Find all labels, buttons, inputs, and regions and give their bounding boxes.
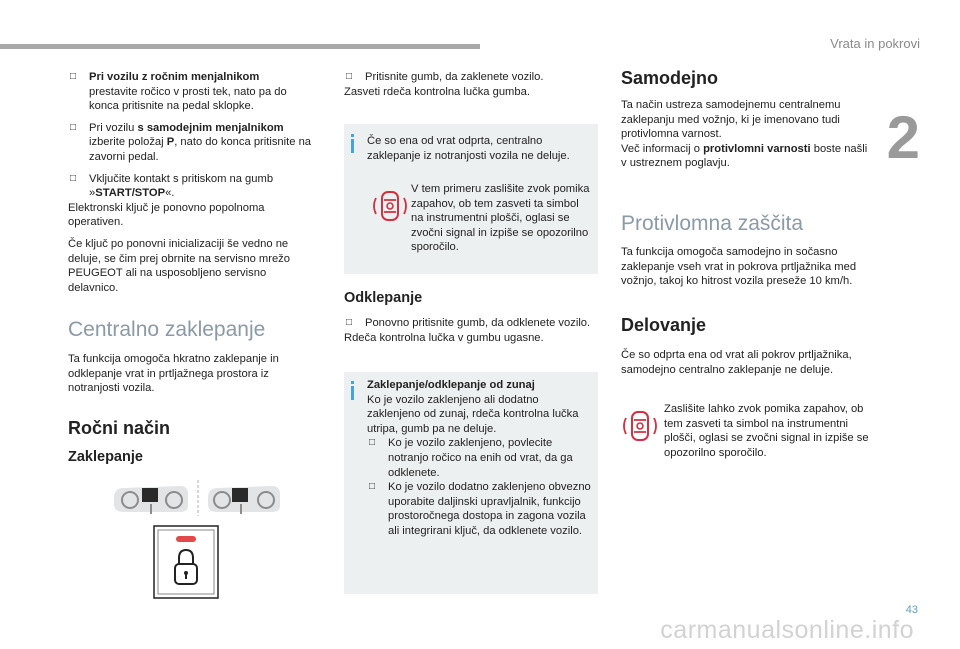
square-bullet-icon: □: [70, 172, 77, 184]
info-title: Zaklepanje/odklepanje od zunaj: [367, 379, 535, 391]
top-bar-decoration: [0, 44, 480, 49]
heading-automatic: Samodejno: [621, 68, 719, 88]
unlocking-block: [344, 316, 598, 352]
chapter-number: 2: [886, 104, 920, 171]
page-number: 43: [905, 604, 918, 616]
bullet-item: □ Pri vozilu s samodejnim menjalnikom izberite položaj P, nato do konca pritisnite na zavorni pedal.: [70, 121, 312, 163]
lock-button-illustration: [112, 478, 284, 600]
info-text: Ko je vozilo zaklenjeno ali dodatno zaklenjeno od zunaj, rdeča kontrolna lučka utripa, gumb pa ne deluje.: [367, 393, 579, 435]
column-2: [344, 70, 596, 106]
column-1: [68, 70, 316, 302]
bullet-item: □ Pritisnite gumb, da zaklenete vozilo.: [346, 71, 544, 83]
heading-unlocking: Odklepanje: [344, 290, 423, 306]
paragraph: Elektronski ključ je ponovno popolnoma operativen.: [68, 201, 265, 229]
square-bullet-icon: □: [346, 71, 353, 82]
info-box-external: [344, 372, 598, 594]
heading-operation: Delovanje: [621, 315, 707, 335]
warning-text: Zaslišite lahko zvok pomika zapahov, ob tem zasveti ta simbol na instrumentni plošči, oglasi se zvočni signal in izpiše se opozorilno sporočilo.: [664, 403, 869, 459]
car-alarm-warning-icon: [370, 186, 410, 226]
info-text: Če so ena od vrat odprta, centralno zaklepanje iz notranjosti vozila ne deluje.: [367, 135, 570, 162]
paragraph: Zasveti rdeča kontrolna lučka gumba.: [344, 85, 530, 98]
paragraph: Če ključ po ponovni inicializaciji še vedno ne deluje, se čim prej obrnite na servisno mrežo PEUGEOT ali na usposobljeno servisno delavnico.: [68, 237, 290, 294]
bullet-item: □ Ko je vozilo dodatno zaklenjeno obvezno uporabite daljinski upravljalnik, funkcijo prostoročnega dostopa in zagona vozila ali integrirani ključ, da odklenete vozilo.: [369, 481, 591, 537]
section-title: Vrata in pokrovi: [830, 36, 920, 51]
info-icon: [351, 134, 354, 137]
square-bullet-icon: □: [369, 437, 376, 449]
heading-central-locking: Centralno zaklepanje: [68, 318, 266, 341]
paragraph: Ta način ustreza samodejnemu centralnemu zaklepanju med vožnjo, ki je imenovano tudi protivlomna varnost. Več informacij o protivlomni varnosti boste našli v ustreznem poglavju.: [621, 99, 868, 170]
info-box: [344, 124, 598, 274]
bullet-item: □ Vključite kontakt s pritiskom na gumb »START/STOP«.: [70, 172, 274, 200]
heading-anti-theft: Protivlomna zaščita: [621, 212, 804, 235]
warning-text: V tem primeru zaslišite zvok pomika zapahov, ob tem zasveti ta simbol na instrumentni plošči, oglasi se zvočni signal in izpiše se opozorilno sporočilo.: [411, 183, 590, 254]
paragraph: Ta funkcija omogoča samodejno in sočasno zaklepanje vseh vrat in pokrova prtljažnika med vožnjo, takoj ko hitrost vozila preseže 10 km/h.: [621, 246, 857, 288]
paragraph: Ta funkcija omogoča hkratno zaklepanje in odklepanje vrat in prtljažnega prostora iz notranjosti vozila.: [68, 353, 279, 395]
car-alarm-warning-icon: [620, 406, 660, 446]
square-bullet-icon: □: [346, 317, 353, 328]
info-icon: [351, 381, 354, 384]
bullet-item: □ Pri vozilu z ročnim menjalnikom prestavite ročico v prosti tek, nato pa do konca pritisnite na pedal sklopke.: [70, 71, 287, 113]
console-right: [208, 486, 280, 514]
heading-locking: Zaklepanje: [68, 449, 143, 465]
paragraph: Rdeča kontrolna lučka v gumbu ugasne.: [344, 331, 544, 344]
heading-manual-mode: Ročni način: [68, 418, 171, 438]
column-3-intro: [621, 98, 873, 171]
watermark: carmanualsonline.info: [660, 616, 914, 644]
console-left: [114, 486, 188, 514]
square-bullet-icon: □: [369, 481, 376, 493]
paragraph: Če so odprta ena od vrat ali pokrov prtljažnika, samodejno centralno zaklepanje ne deluje.: [621, 349, 852, 376]
lock-button: [154, 526, 218, 598]
bullet-item: □ Ponovno pritisnite gumb, da odklenete vozilo.: [346, 317, 591, 329]
bullet-item: □ Ko je vozilo zaklenjeno, povlecite notranjo ročico na enih od vrat, da ga odklenete.: [369, 437, 573, 479]
square-bullet-icon: □: [70, 71, 77, 82]
square-bullet-icon: □: [70, 121, 77, 133]
